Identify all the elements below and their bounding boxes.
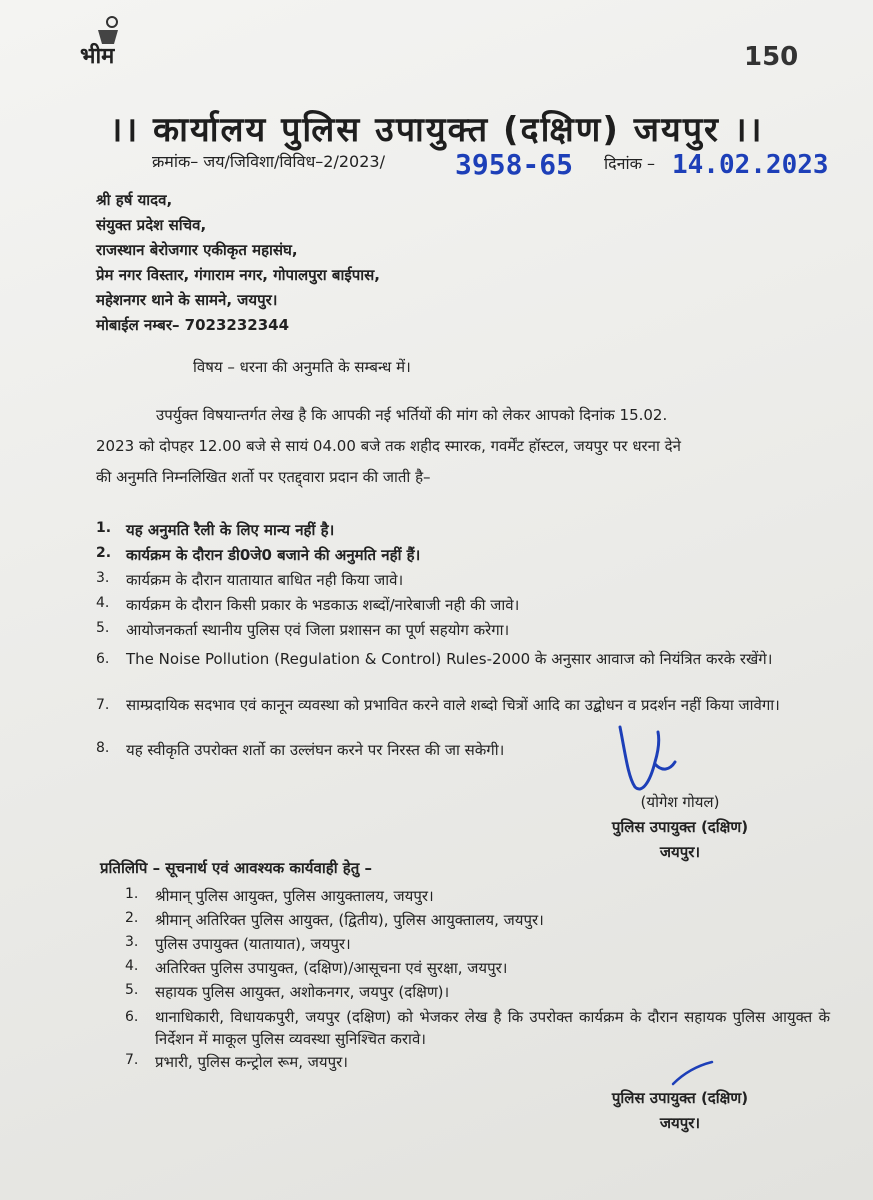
condition-item — [96, 545, 836, 570]
copy-text: श्रीमान् पुलिस आयुक्त, पुलिस आयुक्तालय, जयपुर। — [155, 887, 434, 905]
copy-item — [125, 958, 830, 982]
condition-number: 8. — [96, 740, 110, 756]
body-line: उपर्युक्त विषयान्तर्गत लेख है कि आपकी नई भर्तियों की मांग को लेकर आपको दिनांक 15.02. — [156, 406, 668, 424]
condition-number: 5. — [96, 620, 110, 636]
signatory-designation: पुलिस उपायुक्त (दक्षिण) — [611, 818, 749, 836]
footer-city: जयपुर। — [659, 1114, 701, 1132]
copy-item — [125, 982, 830, 1006]
copy-text: पुलिस उपायुक्त (यातायात), जयपुर। — [155, 935, 351, 953]
copy-number: 1. — [125, 886, 139, 902]
footer-designation: पुलिस उपायुक्त (दक्षिण) — [611, 1089, 749, 1107]
body-line: की अनुमति निम्नलिखित शर्तो पर एतद्द्वारा प्रदान की जाती है– — [96, 468, 431, 486]
bhim-logo — [78, 14, 138, 76]
addressee-mobile: मोबाईल नम्बर– 7023232344 — [96, 316, 290, 334]
condition-number: 2. — [96, 545, 112, 561]
body-paragraph — [96, 400, 826, 493]
condition-number: 3. — [96, 570, 110, 586]
condition-number: 6. — [96, 651, 110, 667]
reference-number-handwritten: 3958-65 — [455, 148, 574, 181]
addressee-line: प्रेम नगर विस्तार, गंगाराम नगर, गोपालपुरा बाईपास, — [96, 266, 380, 284]
condition-number: 4. — [96, 595, 110, 611]
condition-item — [96, 648, 836, 694]
signatory-city: जयपुर। — [659, 843, 701, 861]
copy-number: 7. — [125, 1052, 139, 1068]
copy-number: 3. — [125, 934, 139, 950]
subject-line: विषय – धरना की अनुमति के सम्बन्ध में। — [193, 358, 411, 376]
150-logo-text: 150 — [744, 42, 799, 72]
addressee-line: संयुक्त प्रदेश सचिव, — [96, 216, 207, 234]
condition-item — [96, 740, 836, 765]
150-years-logo — [744, 42, 814, 88]
copy-text: सहायक पुलिस आयुक्त, अशोकनगर, जयपुर (दक्षिण)। — [155, 983, 450, 1001]
copy-item — [125, 886, 830, 910]
condition-item — [96, 620, 836, 648]
copy-number: 6. — [125, 1009, 139, 1025]
office-title: ।। कार्यालय पुलिस उपायुक्त (दक्षिण) जयपुर ।। — [109, 110, 764, 150]
copy-number: 4. — [125, 958, 139, 974]
copy-list — [125, 886, 830, 1076]
signatory-name: (योगेश गोयल) — [640, 793, 720, 811]
date-label: दिनांक – — [604, 154, 656, 173]
condition-item — [96, 570, 836, 595]
addressee-line: श्री हर्ष यादव, — [96, 191, 173, 209]
conditions-list — [96, 520, 836, 765]
condition-text: The Noise Pollution (Regulation & Control) Rules-2000 के अनुसार आवाज को नियंत्रित करके रखेंगे। — [126, 650, 773, 668]
copy-text: श्रीमान् अतिरिक्त पुलिस आयुक्त, (द्वितीय), पुलिस आयुक्तालय, जयपुर। — [155, 911, 544, 929]
copy-item — [125, 1006, 830, 1052]
reference-prefix: क्रमांक– जय/जिविशा/विविध–2/2023/ — [152, 152, 385, 171]
copy-number: 5. — [125, 982, 139, 998]
copy-text: थानाधिकारी, विधायकपुरी, जयपुर (दक्षिण) को भेजकर लेख है कि उपरोक्त कार्यक्रम के दौरान सहायक पुलिस आयुक्त के निर्देशन में माकूल पुलिस व्यवस्था सुनिश्चित करावे। — [155, 1008, 830, 1048]
addressee-line: राजस्थान बेरोजगार एकीकृत महासंघ, — [96, 241, 298, 259]
copy-heading: प्रतिलिपि – सूचनार्थ एवं आवश्यक कार्यवाही हेतु – — [100, 859, 373, 877]
condition-text: आयोजनकर्ता स्थानीय पुलिस एवं जिला प्रशासन का पूर्ण सहयोग करेगा। — [126, 621, 510, 639]
copy-item — [125, 910, 830, 934]
condition-text: कार्यक्रम के दौरान यातायात बाधित नही किया जावे। — [126, 571, 404, 589]
copy-text: अतिरिक्त पुलिस उपायुक्त, (दक्षिण)/आसूचना एवं सुरक्षा, जयपुर। — [155, 959, 508, 977]
copy-item — [125, 934, 830, 958]
condition-text: यह अनुमति रैली के लिए मान्य नहीं है। — [126, 521, 335, 539]
condition-text: यह स्वीकृति उपरोक्त शर्तो का उल्लंघन करने पर निरस्त की जा सकेगी। — [126, 741, 505, 759]
condition-item — [96, 595, 836, 620]
condition-item — [96, 694, 836, 740]
handwritten-signature — [600, 722, 700, 802]
condition-number: 1. — [96, 520, 112, 536]
condition-item — [96, 520, 836, 545]
condition-text: कार्यक्रम के दौरान डी0जे0 बजाने की अनुमति नहीं हैं। — [126, 546, 421, 564]
copy-item — [125, 1052, 830, 1076]
date-handwritten: 14.02.2023 — [672, 150, 829, 180]
addressee-line: महेशनगर थाने के सामने, जयपुर। — [96, 291, 278, 309]
condition-number: 7. — [96, 697, 110, 713]
copy-number: 2. — [125, 910, 139, 926]
bhim-logo-text: भीम — [80, 44, 115, 69]
condition-text: कार्यक्रम के दौरान किसी प्रकार के भडकाऊ शब्दों/नारेबाजी नही की जावे। — [126, 596, 520, 614]
condition-text: साम्प्रदायिक सदभाव एवं कानून व्यवस्था को प्रभावित करने वाले शब्दो चित्रों आदि का उद्बोधन व प्रदर्शन नहीं किया जावेगा। — [126, 696, 780, 714]
initials-mark — [668, 1060, 718, 1088]
copy-text: प्रभारी, पुलिस कन्ट्रोल रूम, जयपुर। — [155, 1053, 348, 1071]
body-line: 2023 को दोपहर 12.00 बजे से सायं 04.00 बजे तक शहीद स्मारक, गवर्मेंट हॉस्टल, जयपुर पर धरना देने — [96, 437, 681, 455]
